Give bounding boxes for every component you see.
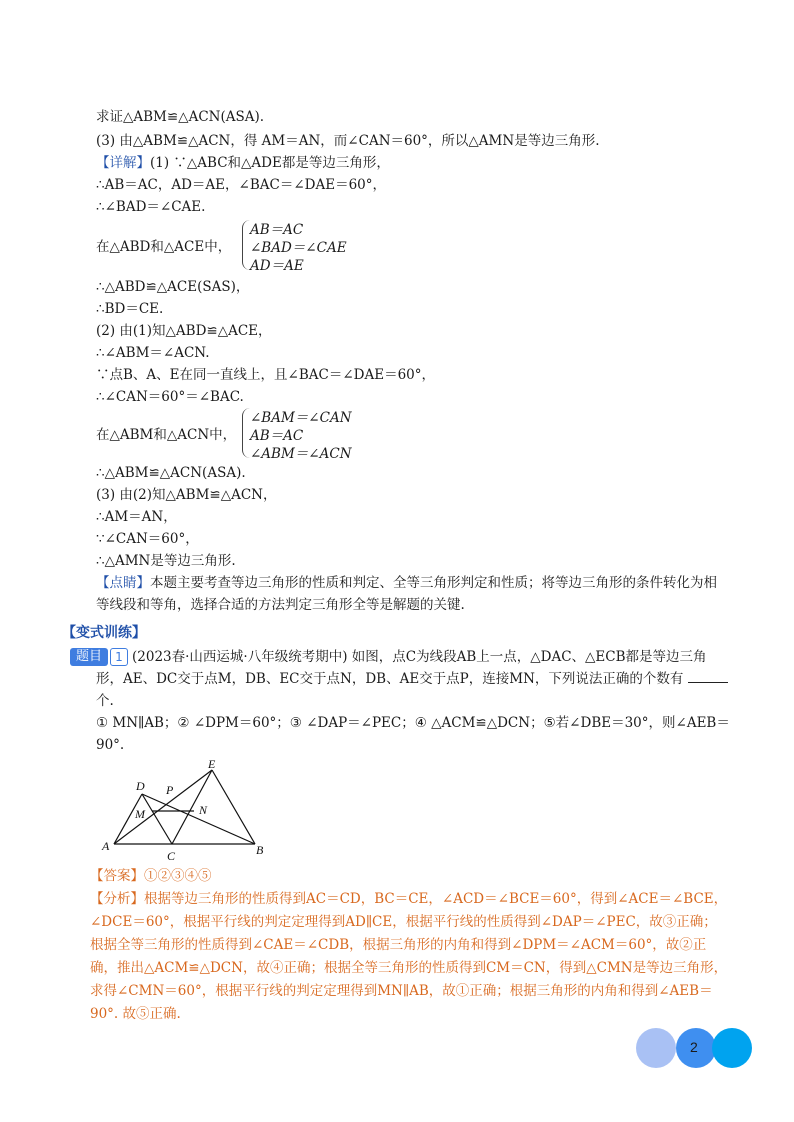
solution-line: (3) 由△ABM≌△ACN，得 AM＝AN，而∠CAN＝60°，所以△AMN是等边三角形. <box>96 133 600 149</box>
brace-item: ∠BAD＝∠CAE <box>250 240 347 256</box>
detail-text: (1) ∵△ABC和△ADE都是等边三角形， <box>150 155 390 171</box>
comment-line: 等线段和等角，选择合适的方法判定三角形全等是解题的关键. <box>96 597 465 613</box>
label-a: A <box>102 839 110 853</box>
label-c: C <box>167 849 176 863</box>
brace-item: ∠BAM＝∠CAN <box>250 410 352 426</box>
brace-lead: 在△ABM和△ACN中， <box>96 427 237 443</box>
label-d: D <box>136 779 145 793</box>
question-line <box>96 669 728 689</box>
solution-line: ∴∠ABM＝∠ACN. <box>96 345 210 361</box>
answer-label: 【答案】 <box>90 868 144 884</box>
comment-text: 本题主要考查等边三角形的性质和判定、全等三角形判定和性质；将等边三角形的条件转化为相 <box>150 575 717 591</box>
solution-line-detail <box>96 154 390 172</box>
label-m: M <box>135 807 145 821</box>
brace-item: ∠ABM＝∠ACN <box>250 446 352 462</box>
brace-item: AD＝AE <box>250 258 304 274</box>
answer-blank[interactable] <box>688 670 728 683</box>
solution-line: ∴△AMN是等边三角形. <box>96 553 236 569</box>
segment-db <box>142 794 255 844</box>
page-dot-right <box>712 1028 752 1068</box>
solution-line: ∴△ABM≌△ACN(ASA). <box>96 465 246 481</box>
comment-line <box>96 574 717 592</box>
comment-label: 【点睛】 <box>96 575 150 591</box>
brace-lead: 在△ABD和△ACE中， <box>96 239 232 255</box>
answer-value: ①②③④⑤ <box>144 868 212 884</box>
solution-line: ∴∠CAN＝60°＝∠BAC. <box>96 389 244 405</box>
brace-item: AB＝AC <box>250 428 304 444</box>
label-b: B <box>256 843 264 857</box>
solution-line: ∴△ABD≌△ACE(SAS)， <box>96 279 250 295</box>
label-p: P <box>166 783 174 797</box>
page-dot-left <box>636 1028 676 1068</box>
question-line: 个. <box>96 693 114 709</box>
section-title: 【变式训练】 <box>62 625 146 641</box>
analysis-line: 90°. 故⑤正确. <box>90 1006 181 1022</box>
question-line: (2023春·山西运城·八年级统考期中) 如图，点C为线段AB上一点，△DAC、△ECB都是等边三角 <box>132 649 707 665</box>
segment-eb <box>212 770 255 844</box>
solution-line: ∵∠CAN＝60°， <box>96 531 199 547</box>
analysis-line: ∠DCE＝60°，根据平行线的判定定理得到AD∥CE，根据平行线的性质得到∠DAP＝∠PEC，故③正确； <box>90 914 717 930</box>
detail-label: 【详解】 <box>96 155 150 171</box>
question-line: 90°. <box>96 737 125 753</box>
solution-line: ∴∠BAD＝∠CAE. <box>96 199 206 215</box>
solution-line: ∴AM＝AN， <box>96 509 177 525</box>
analysis-line <box>90 889 727 909</box>
segment-ae <box>114 770 212 844</box>
solution-line: ∴AB＝AC，AD＝AE，∠BAC＝∠DAE＝60°， <box>96 177 386 193</box>
solution-line: 求证△ABM≌△ACN(ASA). <box>96 109 265 125</box>
analysis-line: 求得∠CMN＝60°，根据平行线的判定定理得到MN∥AB，故①正确；根据三角形的内角和得到∠AEB＝ <box>90 983 713 999</box>
page-number: 2 <box>690 1039 698 1055</box>
solution-line: ∵点B、A、E在同一直线上，且∠BAC＝∠DAE＝60°， <box>96 367 436 383</box>
analysis-line: 根据全等三角形的性质得到∠CAE＝∠CDB，根据三角形的内角和得到∠DPM＝∠ACM＝60°，故②正 <box>90 937 707 953</box>
answer-line <box>90 866 212 886</box>
question-number: 1 <box>110 648 128 666</box>
solution-line: (2) 由(1)知△ABD≌△ACE， <box>96 323 272 339</box>
analysis-text: 根据等边三角形的性质得到AC＝CD，BC＝CE，∠ACD＝∠BCE＝60°，得到∠ACE＝∠BCE， <box>144 891 728 907</box>
question-text: 形，AE、DC交于点M，DB、EC交于点N，DB、AE交于点P，连接MN，下列说法正确的个数有 <box>96 671 684 687</box>
label-e: E <box>208 757 216 771</box>
analysis-label: 【分析】 <box>90 891 144 907</box>
brace-item: AB＝AC <box>250 222 304 238</box>
label-n: N <box>199 803 208 817</box>
question-tag: 题目 <box>70 648 108 666</box>
geometry-figure <box>100 756 275 866</box>
solution-line: (3) 由(2)知△ABM≌△ACN， <box>96 487 277 503</box>
solution-line: ∴BD＝CE. <box>96 301 164 317</box>
question-line: ① MN∥AB；② ∠DPM＝60°；③ ∠DAP＝∠PEC；④ △ACM≌△DCN；⑤若∠DBE＝30°，则∠AEB＝ <box>96 715 730 731</box>
analysis-line: 确，推出△ACM≌△DCN，故④正确；根据全等三角形的性质得到CM＝CN，得到△CMN是等边三角形， <box>90 960 728 976</box>
